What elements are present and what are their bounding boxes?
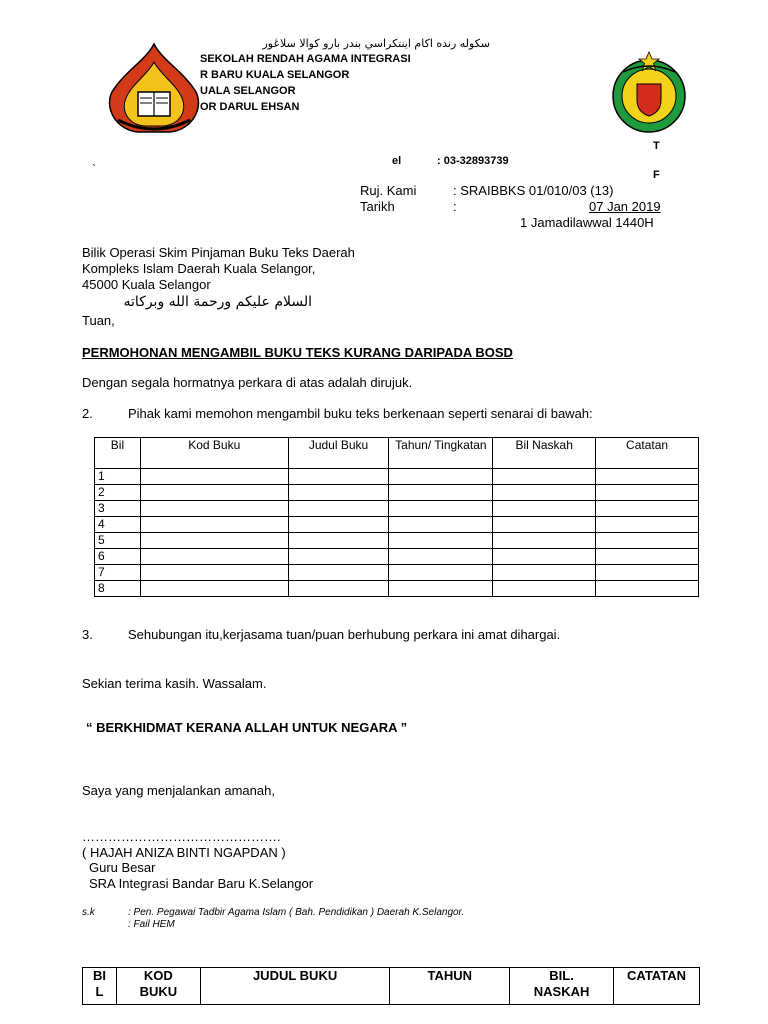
table-cell[interactable]	[389, 517, 493, 533]
col-header-kod-buku: KOD BUKU	[116, 968, 200, 1005]
table-row	[95, 533, 699, 549]
recipient-line1: Bilik Operasi Skim Pinjaman Buku Teks Daerah	[82, 245, 355, 260]
book-list-table	[82, 967, 700, 1005]
col-header-judul-buku: Judul Buku	[288, 438, 389, 469]
tel-label: el	[392, 155, 402, 167]
table-cell[interactable]	[389, 501, 493, 517]
table-row	[95, 469, 699, 485]
motto: “ BERKHIDMAT KERANA ALLAH UNTUK NEGARA ”	[86, 720, 408, 735]
table-row	[95, 549, 699, 565]
col-header-bil: Bil	[95, 438, 141, 469]
table-cell[interactable]	[140, 501, 288, 517]
table-cell[interactable]	[389, 469, 493, 485]
stray-mark: `	[92, 162, 96, 176]
cc-line1: : Pen. Pegawai Tadbir Agama Islam ( Bah. Pendidikan ) Daerah K.Selangor.	[128, 907, 465, 918]
state-crest	[606, 50, 692, 134]
salutation-tuan: Tuan,	[82, 313, 115, 328]
school-name-line3: UALA SELANGOR	[200, 85, 296, 97]
para3-number: 3.	[82, 627, 93, 642]
table-row	[95, 485, 699, 501]
ruj-value: : SRAIBBKS 01/010/03 (13)	[453, 183, 614, 198]
row-number: 7	[95, 565, 141, 581]
table-cell[interactable]	[493, 501, 596, 517]
book-request-table	[94, 437, 699, 597]
table-cell[interactable]	[596, 469, 699, 485]
table-cell[interactable]	[493, 581, 596, 597]
table-cell[interactable]	[389, 565, 493, 581]
table-cell[interactable]	[288, 517, 389, 533]
subject-heading: PERMOHONAN MENGAMBIL BUKU TEKS KURANG DARIPADA BOSD	[82, 345, 513, 360]
table-cell[interactable]	[288, 501, 389, 517]
row-number: 4	[95, 517, 141, 533]
table-cell[interactable]	[140, 581, 288, 597]
table-cell[interactable]	[140, 469, 288, 485]
row-number: 2	[95, 485, 141, 501]
table-cell[interactable]	[288, 469, 389, 485]
signatory-school: SRA Integrasi Bandar Baru K.Selangor	[89, 876, 314, 891]
tarikh-value: 07 Jan 2019	[589, 199, 661, 214]
col-header-bil-naskah: Bil Naskah	[493, 438, 596, 469]
school-name-line1: SEKOLAH RENDAH AGAMA INTEGRASI	[200, 53, 411, 65]
signature-dots: ……………………………………….	[82, 829, 281, 844]
para2-text: Pihak kami memohon mengambil buku teks berkenaan seperti senarai di bawah:	[128, 406, 593, 421]
cc-line2: : Fail HEM	[128, 919, 175, 930]
col-header-catatan: Catatan	[596, 438, 699, 469]
row-number: 8	[95, 581, 141, 597]
row-number: 6	[95, 549, 141, 565]
row-number: 3	[95, 501, 141, 517]
col-header-bil: BI L	[83, 968, 117, 1005]
table-cell[interactable]	[596, 501, 699, 517]
table-cell[interactable]	[288, 549, 389, 565]
closing-line: Sekian terima kasih. Wassalam.	[82, 676, 267, 691]
table-cell[interactable]	[596, 549, 699, 565]
fax-marker-t: T	[653, 140, 660, 152]
ruj-label: Ruj. Kami	[360, 183, 417, 198]
table-header-row	[83, 968, 700, 1005]
col-header-catatan: CATATAN	[614, 968, 700, 1005]
school-header	[200, 37, 490, 115]
table-cell[interactable]	[493, 517, 596, 533]
tarikh-colon: :	[453, 199, 457, 214]
fax-marker-f: F	[653, 169, 660, 181]
table-cell[interactable]	[493, 533, 596, 549]
recipient-line3: 45000 Kuala Selangor	[82, 277, 211, 292]
table-cell[interactable]	[288, 581, 389, 597]
row-number: 1	[95, 469, 141, 485]
recipient-line2: Kompleks Islam Daerah Kuala Selangor,	[82, 261, 316, 276]
table-cell[interactable]	[389, 485, 493, 501]
table-row	[95, 565, 699, 581]
table-row	[95, 581, 699, 597]
tarikh-label: Tarikh	[360, 199, 395, 214]
table-cell[interactable]	[140, 565, 288, 581]
school-logo	[104, 42, 204, 134]
table-cell[interactable]	[288, 533, 389, 549]
table-cell[interactable]	[493, 565, 596, 581]
arabic-salutation: السلام عليكم ورحمة الله وبركاته	[123, 294, 312, 310]
table-cell[interactable]	[389, 533, 493, 549]
table-cell[interactable]	[596, 533, 699, 549]
table-cell[interactable]	[140, 549, 288, 565]
intro-paragraph: Dengan segala hormatnya perkara di atas adalah dirujuk.	[82, 375, 413, 390]
table-cell[interactable]	[596, 581, 699, 597]
signatory-title: Guru Besar	[89, 860, 156, 875]
para2-number: 2.	[82, 406, 93, 421]
table-row	[95, 517, 699, 533]
jawi-school-name: سكوله رنده اكام اينتكراسي بندر بارو كوالا سلاڠور	[262, 37, 490, 50]
table-cell[interactable]	[288, 485, 389, 501]
signatory-name: ( HAJAH ANIZA BINTI NGAPDAN )	[82, 845, 286, 860]
table-cell[interactable]	[140, 517, 288, 533]
table-row	[95, 501, 699, 517]
table-cell[interactable]	[288, 565, 389, 581]
table-cell[interactable]	[493, 549, 596, 565]
col-header-tahun: TAHUN	[390, 968, 510, 1005]
school-name-line4: OR DARUL EHSAN	[200, 101, 300, 113]
col-header-tahun: Tahun/ Tingkatan	[389, 438, 493, 469]
school-name-line2: R BARU KUALA SELANGOR	[200, 69, 350, 81]
table-header-row	[95, 438, 699, 469]
hijri-date: 1 Jamadilawwal 1440H	[520, 215, 654, 230]
signoff-line: Saya yang menjalankan amanah,	[82, 783, 275, 798]
table-cell[interactable]	[140, 533, 288, 549]
cc-label: s.k	[82, 907, 95, 918]
col-header-kod-buku: Kod Buku	[140, 438, 288, 469]
table-cell[interactable]	[596, 517, 699, 533]
table-cell[interactable]	[389, 549, 493, 565]
crest-shield	[637, 84, 661, 116]
table-cell[interactable]	[389, 581, 493, 597]
table-cell[interactable]	[493, 469, 596, 485]
table-cell[interactable]	[596, 485, 699, 501]
table-cell[interactable]	[493, 485, 596, 501]
col-header-judul-buku: JUDUL BUKU	[200, 968, 390, 1005]
col-header-bil-naskah: BIL. NASKAH	[510, 968, 614, 1005]
tel-value: : 03-32893739	[437, 155, 509, 167]
table-cell[interactable]	[140, 485, 288, 501]
para3-text: Sehubungan itu,kerjasama tuan/puan berhubung perkara ini amat dihargai.	[128, 627, 561, 642]
table-cell[interactable]	[596, 565, 699, 581]
row-number: 5	[95, 533, 141, 549]
